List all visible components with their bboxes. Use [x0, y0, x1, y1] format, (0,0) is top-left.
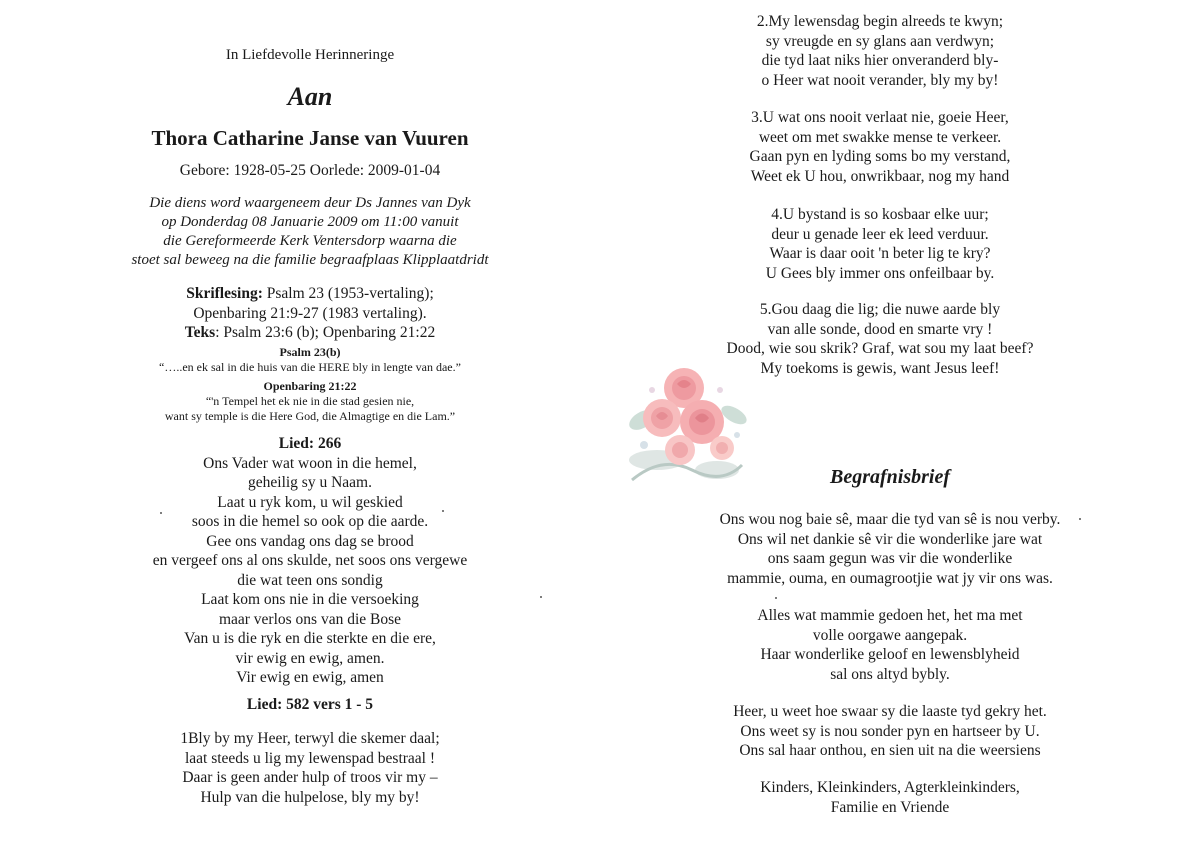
openbaring-ref: Openbaring 21:22 — [263, 378, 357, 393]
dates-block — [0, 161, 620, 181]
scan-speck — [442, 510, 444, 512]
brief-line: Ons wou nog baie sê, maar die tyd van sê is nou verby. — [719, 511, 1061, 528]
aan-block — [0, 82, 620, 112]
memorial-header — [0, 46, 620, 65]
brief-line: Heer, u weet hoe swaar sy die laaste tyd gekry het. — [733, 703, 1047, 720]
verse-line: 3.U wat ons nooit verlaat nie, goeie Heer, — [751, 109, 1009, 126]
scan-speck — [1079, 518, 1081, 520]
verse-line: 5.Gou daag die lig; die nuwe aarde bly — [759, 301, 1001, 318]
verse-line: deur u genade leer ek leed verduur. — [771, 225, 989, 243]
verse-line: van alle sonde, dood en smarte vry ! — [767, 320, 993, 338]
brief-line: mammie, ouma, en oumagrootjie wat jy vir ons was. — [727, 569, 1053, 587]
brief-line: Ons sal haar onthou, en sien uit na die weersiens — [739, 742, 1041, 759]
service-line: stoet sal beweeg na die familie begraafplaas Klipplaatdridt — [131, 252, 489, 268]
scan-speck — [160, 512, 162, 514]
verse-2 — [600, 12, 1160, 90]
service-info — [0, 194, 620, 270]
lied1-title: Lied: 266 — [278, 435, 342, 452]
brief-line: Ons wil net dankie sê vir die wonderlike jare wat — [737, 530, 1043, 548]
verse-line: o Heer wat nooit verander, bly my by! — [761, 71, 999, 89]
brief-title: Begrafnisbrief — [830, 466, 950, 488]
rose-bouquet-illustration — [622, 360, 752, 495]
lied1-line: Laat kom ons nie in die versoeking — [201, 591, 419, 608]
lied-266 — [0, 434, 620, 688]
verse-3 — [600, 108, 1160, 186]
scripture-section — [0, 284, 620, 424]
lied2-title: Lied: 582 vers 1 - 5 — [246, 696, 374, 713]
verse-line: U Gees bly immer ons onfeilbaar by. — [765, 264, 995, 282]
skriflesing-line — [0, 284, 620, 304]
lied1-line: geheilig sy u Naam. — [248, 474, 372, 491]
verse-line: My toekoms is gewis, want Jesus leef! — [760, 359, 1000, 377]
psalm-quote: “…..en ek sal in die huis van die HERE bly in lengte van dae.” — [159, 359, 461, 374]
scan-speck — [540, 596, 542, 598]
brief-line: ons saam gegun was vir die wonderlike — [767, 550, 1013, 567]
service-line: Die diens word waargeneem deur Ds Jannes van Dyk — [149, 195, 471, 211]
lied1-line: Ons Vader wat woon in die hemel, — [203, 454, 417, 472]
lied2-line: laat steeds u lig my lewenspad bestraal ! — [184, 749, 436, 767]
aan-heading: Aan — [287, 82, 333, 111]
signature-block — [600, 778, 1180, 817]
lied-582 — [0, 695, 620, 715]
brief-line: volle oorgawe aangepak. — [812, 626, 968, 644]
name-block — [0, 125, 620, 151]
lied1-line: die wat teen ons sondig — [237, 571, 383, 589]
lied1-line: Laat u ryk kom, u wil geskied — [217, 493, 403, 511]
lied1-line: vir ewig en ewig, amen. — [235, 649, 385, 667]
teks-line — [0, 323, 620, 343]
openbaring-quote: “'n Tempel het ek nie in die stad gesien nie, — [205, 393, 415, 408]
brief-paragraph-1 — [600, 510, 1180, 588]
psalm-ref: Psalm 23(b) — [279, 344, 341, 359]
brief-line: Ons weet sy is nou sonder pyn en hartseer by U. — [740, 722, 1040, 740]
skriflesing-label: Skriflesing: — [186, 285, 263, 302]
deceased-name: Thora Catharine Janse van Vuuren — [151, 126, 469, 150]
verse-line: 2.My lewensdag begin alreeds te kwyn; — [756, 13, 1004, 30]
openbaring-quote: want sy temple is die Here God, die Almagtige en die Lam.” — [164, 408, 456, 423]
verse-line: Waar is daar ooit 'n beter lig te kry? — [769, 245, 991, 262]
verse-line: 4.U bystand is so kosbaar elke uur; — [771, 206, 989, 223]
lied1-line: maar verlos ons van die Bose — [218, 610, 402, 628]
lied1-line: Van u is die ryk en die sterkte en die ere, — [184, 630, 436, 647]
brief-line: Haar wonderlike geloof en lewensblyheid — [760, 646, 1020, 663]
verse-4 — [600, 205, 1160, 283]
lied2-line: 1Bly by my Heer, terwyl die skemer daal; — [180, 730, 440, 747]
service-line: die Gereformeerde Kerk Ventersdorp waarna die — [163, 233, 457, 249]
service-line: op Donderdag 08 Januarie 2009 om 11:00 vanuit — [161, 214, 459, 230]
lied2-line: Daar is geen ander hulp of troos vir my – — [182, 769, 438, 786]
skriflesing-text: Psalm 23 (1953-vertaling); — [266, 285, 434, 302]
lied1-lines — [0, 454, 620, 688]
lied1-line: Gee ons vandag ons dag se brood — [206, 532, 414, 550]
teks-label: Teks — [184, 324, 216, 341]
lied1-line: soos in die hemel so ook op die aarde. — [191, 513, 429, 530]
verse-line: die tyd laat niks hier onveranderd bly- — [761, 52, 999, 69]
lied2-lines — [0, 729, 620, 807]
memory-heading: In Liefdevolle Herinneringe — [225, 47, 395, 63]
lied1-line: en vergeef ons al ons skulde, net soos ons vergewe — [152, 552, 468, 569]
teks-text: : Psalm 23:6 (b); Openbaring 21:22 — [215, 324, 436, 341]
lied1-line: Vir ewig en ewig, amen — [236, 669, 384, 686]
signature-line: Familie en Vriende — [830, 798, 950, 816]
brief-paragraph-2 — [600, 606, 1180, 684]
signature-line: Kinders, Kleinkinders, Agterkleinkinders, — [760, 779, 1020, 796]
verse-line: Dood, wie sou skrik? Graf, wat sou my laat beef? — [726, 340, 1034, 357]
verse-line: Gaan pyn en lyding soms bo my verstand, — [749, 148, 1011, 165]
verse-line: weet om met swakke mense te verkeer. — [758, 128, 1002, 146]
verse-line: sy vreugde en sy glans aan verdwyn; — [765, 32, 995, 50]
brief-paragraph-3 — [600, 702, 1180, 761]
skriflesing-line2: Openbaring 21:9-27 (1983 vertaling). — [193, 304, 427, 322]
scan-speck — [775, 597, 777, 599]
birth-death-dates: Gebore: 1928-05-25 Oorlede: 2009-01-04 — [179, 162, 441, 179]
brief-line: sal ons altyd bybly. — [830, 665, 950, 683]
lied2-line: Hulp van die hulpelose, bly my by! — [200, 788, 420, 806]
verse-line: Weet ek U hou, onwrikbaar, nog my hand — [750, 167, 1010, 185]
brief-line: Alles wat mammie gedoen het, het ma met — [757, 607, 1023, 624]
